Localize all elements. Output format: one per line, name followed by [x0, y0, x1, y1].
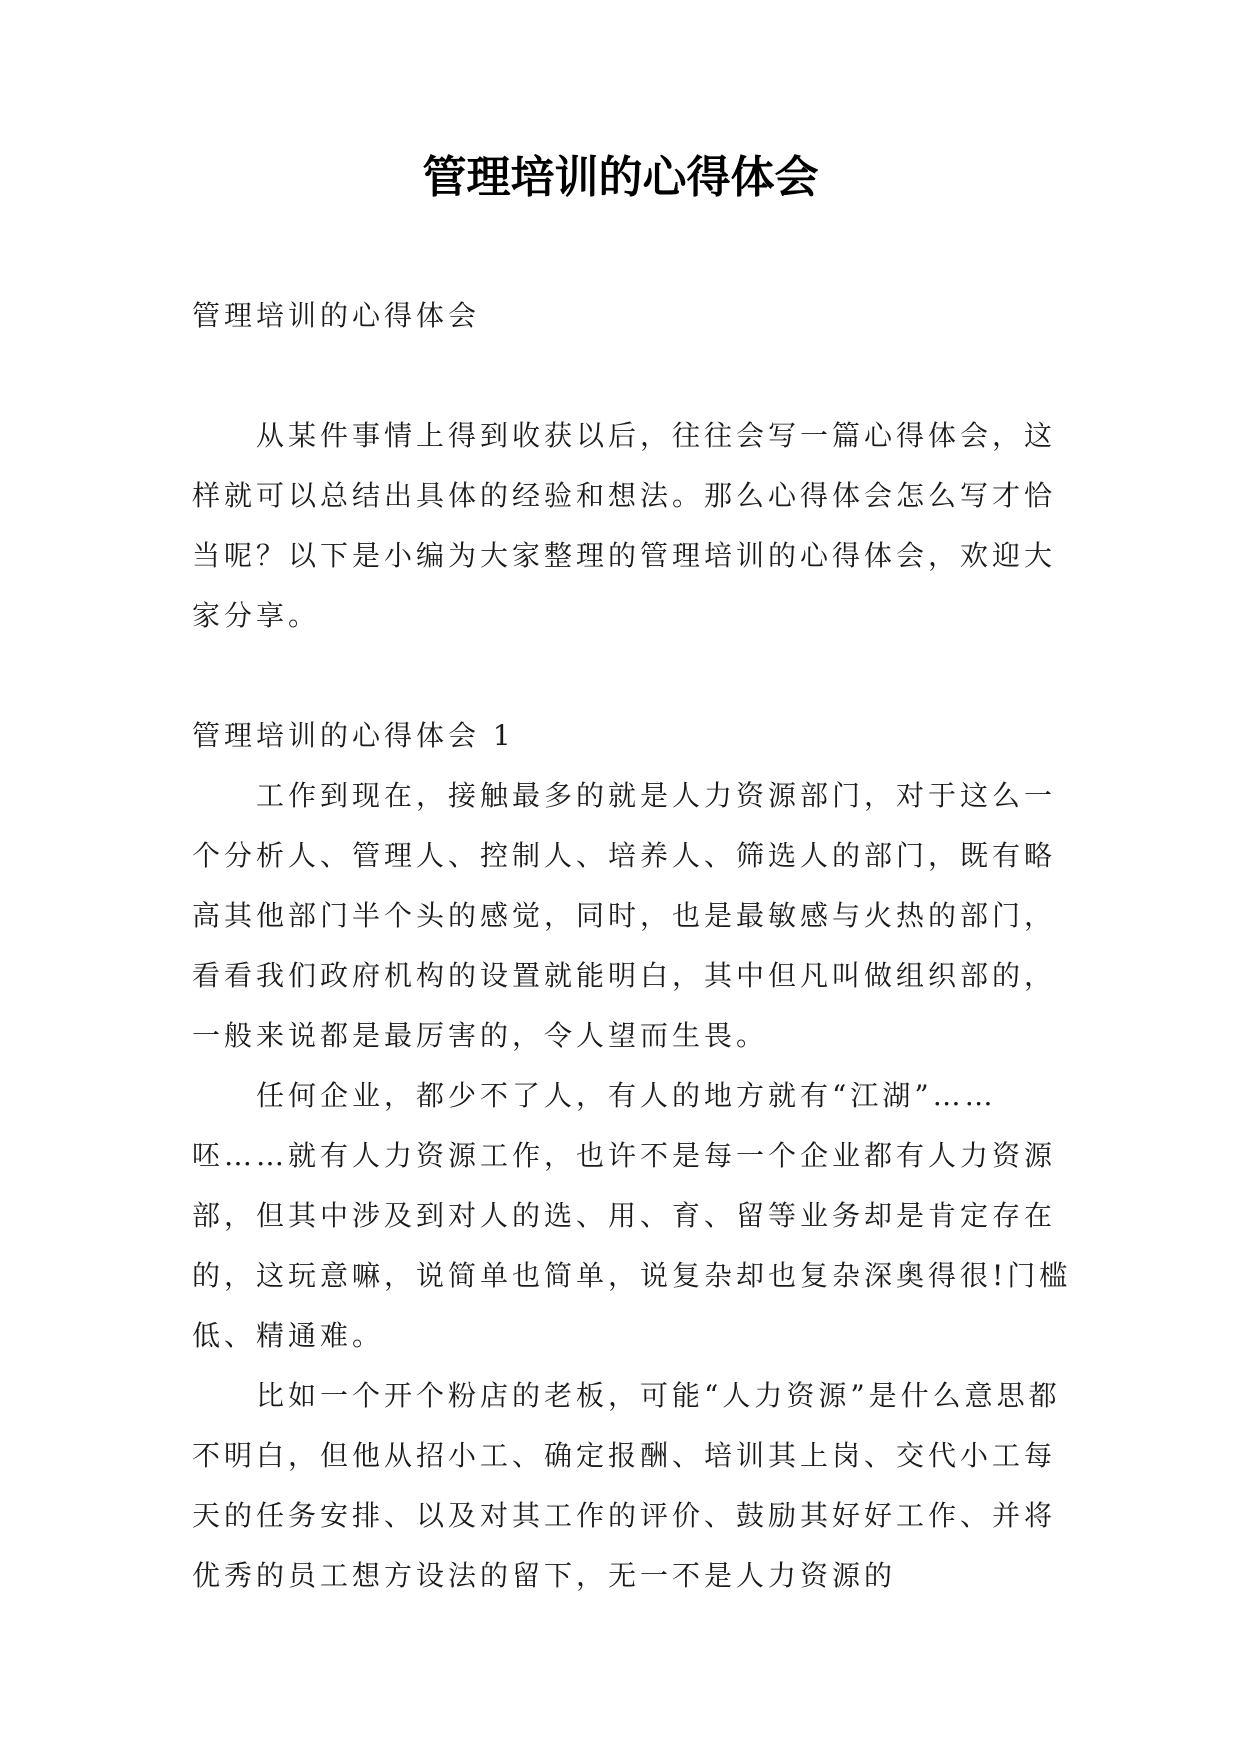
body-paragraph: 任何企业，都少不了人，有人的地方就有“江湖”……呸……就有人力资源工作，也许不是每一个企业都有人力资源部，但其中涉及到对人的选、用、育、留等业务却是肯定存在的，这玩意嘛，说简单也简单，说复杂却也复杂深奥得很!门槛低、精通难。 [192, 1079, 1072, 1352]
body-paragraph: 工作到现在，接触最多的就是人力资源部门，对于这么一个分析人、管理人、控制人、培养人、筛选人的部门，既有略高其他部门半个头的感觉，同时，也是最敏感与火热的部门，看看我们政府机构的设置就能明白，其中但凡叫做组织部的，一般来说都是最厉害的，令人望而生畏。 [192, 779, 1057, 1052]
intro-paragraph: 从某件事情上得到收获以后，往往会写一篇心得体会，这样就可以总结出具体的经验和想法。那么心得体会怎么写才恰当呢？以下是小编为大家整理的管理培训的心得体会，欢迎大家分享。 [192, 419, 1057, 632]
section-heading: 管理培训的心得体会 1 [192, 719, 515, 752]
document-title: 管理培训的心得体会 [422, 152, 819, 203]
body-paragraph: 比如一个开个粉店的老板，可能“人力资源”是什么意思都不明白，但他从招小工、确定报酬、培训其上岗、交代小工每天的任务安排、以及对其工作的评价、鼓励其好好工作、并将优秀的员工想方设法的留下，无一不是人力资源的 [192, 1379, 1061, 1592]
document-subtitle: 管理培训的心得体会 [192, 299, 481, 332]
document-body [192, 286, 1072, 1606]
